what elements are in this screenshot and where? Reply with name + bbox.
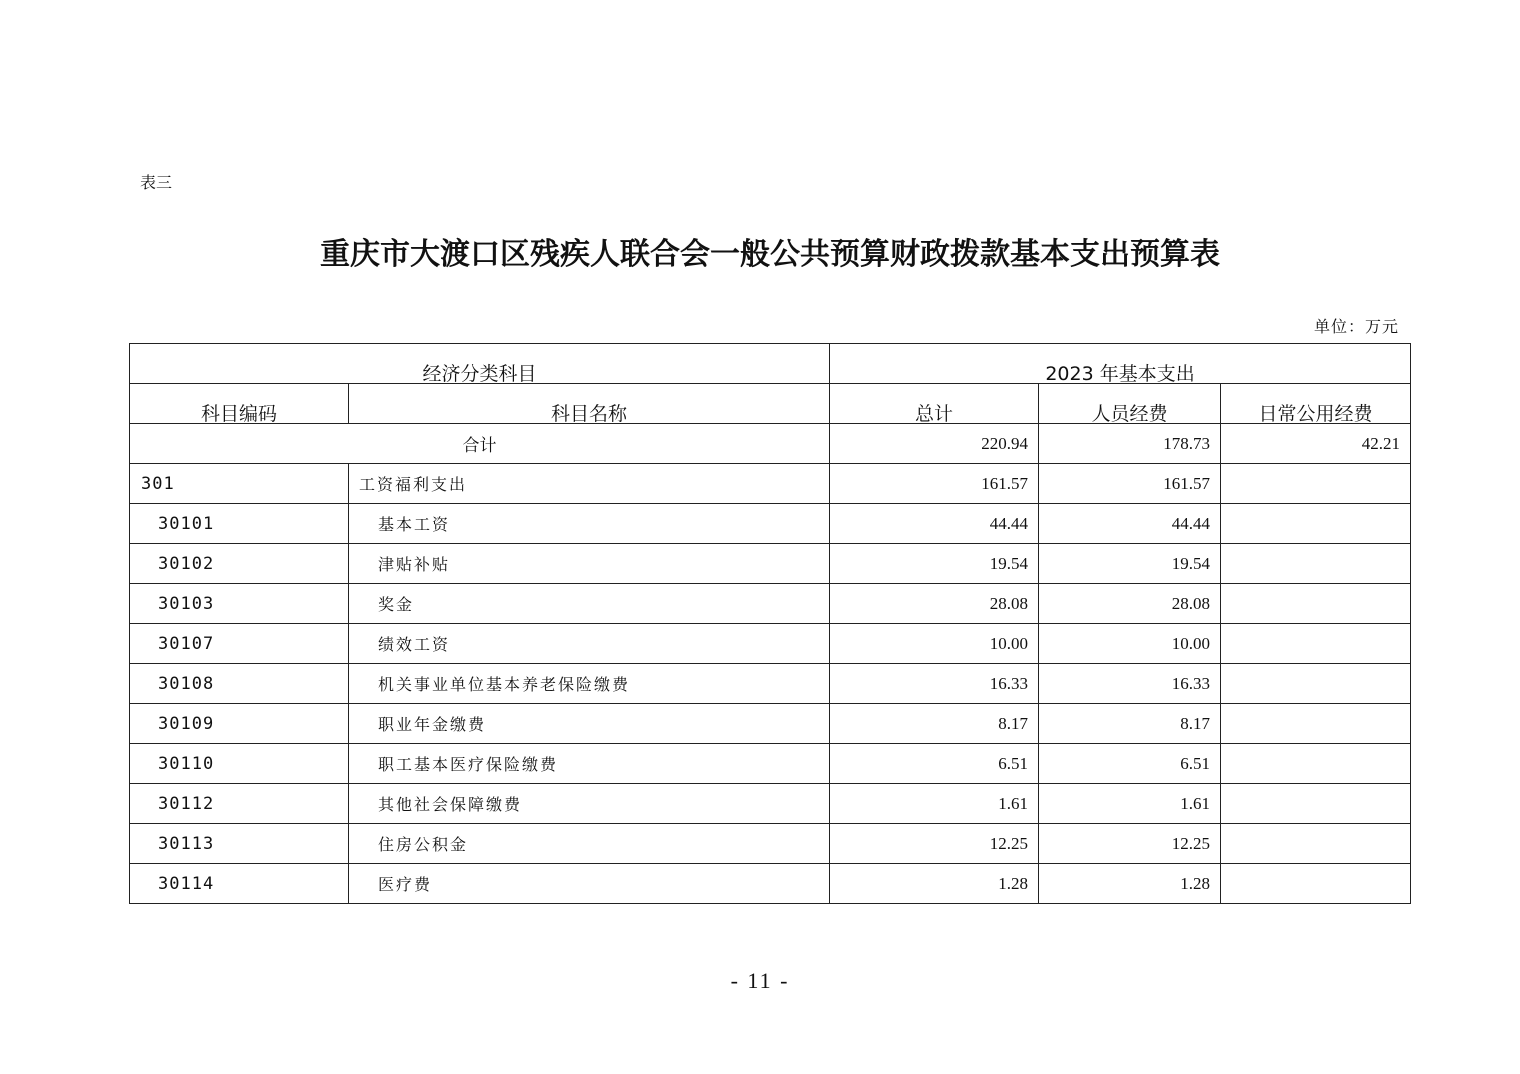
row-public — [1221, 784, 1411, 824]
group-header-row — [130, 344, 1411, 384]
row-name: 绩效工资 — [349, 624, 830, 664]
table-row — [130, 584, 1411, 624]
row-total: 16.33 — [830, 664, 1039, 704]
row-personnel: 1.28 — [1039, 864, 1221, 904]
row-code: 30112 — [130, 784, 349, 824]
total-label: 合计 — [130, 424, 830, 464]
header-public: 日常公用经费 — [1221, 384, 1411, 424]
row-code: 30114 — [130, 864, 349, 904]
table-row — [130, 664, 1411, 704]
row-public — [1221, 584, 1411, 624]
table-row — [130, 544, 1411, 584]
row-public — [1221, 704, 1411, 744]
row-name: 职业年金缴费 — [349, 704, 830, 744]
page-number: - 11 - — [730, 968, 790, 993]
row-name: 工资福利支出 — [349, 464, 830, 504]
total-row — [130, 424, 1411, 464]
row-personnel: 19.54 — [1039, 544, 1221, 584]
row-personnel: 6.51 — [1039, 744, 1221, 784]
row-total: 44.44 — [830, 504, 1039, 544]
header-code: 科目编码 — [130, 384, 349, 424]
row-code: 30107 — [130, 624, 349, 664]
row-personnel: 1.61 — [1039, 784, 1221, 824]
row-code: 30108 — [130, 664, 349, 704]
row-total: 161.57 — [830, 464, 1039, 504]
row-name: 其他社会保障缴费 — [349, 784, 830, 824]
budget-table — [129, 343, 1411, 904]
row-public — [1221, 744, 1411, 784]
row-total: 1.61 — [830, 784, 1039, 824]
header-personnel: 人员经费 — [1039, 384, 1221, 424]
row-code: 30113 — [130, 824, 349, 864]
row-total: 19.54 — [830, 544, 1039, 584]
row-name: 津贴补贴 — [349, 544, 830, 584]
row-code: 30101 — [130, 504, 349, 544]
row-name: 职工基本医疗保险缴费 — [349, 744, 830, 784]
header-total: 总计 — [830, 384, 1039, 424]
total-personnel: 178.73 — [1039, 424, 1221, 464]
row-personnel: 16.33 — [1039, 664, 1221, 704]
table-row — [130, 704, 1411, 744]
table-row — [130, 824, 1411, 864]
row-personnel: 12.25 — [1039, 824, 1221, 864]
total-total: 220.94 — [830, 424, 1039, 464]
total-public: 42.21 — [1221, 424, 1411, 464]
table-row — [130, 864, 1411, 904]
table-row — [130, 784, 1411, 824]
row-code: 30109 — [130, 704, 349, 744]
row-public — [1221, 464, 1411, 504]
row-public — [1221, 824, 1411, 864]
row-code: 30110 — [130, 744, 349, 784]
row-name: 机关事业单位基本养老保险缴费 — [349, 664, 830, 704]
row-public — [1221, 864, 1411, 904]
row-total: 6.51 — [830, 744, 1039, 784]
row-total: 10.00 — [830, 624, 1039, 664]
row-name: 基本工资 — [349, 504, 830, 544]
row-code: 301 — [130, 464, 349, 504]
header-basic-expense: 2023 年基本支出 — [830, 344, 1411, 384]
row-total: 28.08 — [830, 584, 1039, 624]
row-total: 8.17 — [830, 704, 1039, 744]
page-title: 重庆市大渡口区残疾人联合会一般公共预算财政拨款基本支出预算表 — [320, 237, 1220, 272]
row-public — [1221, 664, 1411, 704]
row-personnel: 8.17 — [1039, 704, 1221, 744]
row-public — [1221, 544, 1411, 584]
header-name: 科目名称 — [349, 384, 830, 424]
table-row — [130, 464, 1411, 504]
row-public — [1221, 624, 1411, 664]
row-name: 奖金 — [349, 584, 830, 624]
table-row — [130, 624, 1411, 664]
table-row — [130, 504, 1411, 544]
row-public — [1221, 504, 1411, 544]
row-personnel: 28.08 — [1039, 584, 1221, 624]
header-economic-class: 经济分类科目 — [130, 344, 830, 384]
row-personnel: 161.57 — [1039, 464, 1221, 504]
row-name: 医疗费 — [349, 864, 830, 904]
row-personnel: 44.44 — [1039, 504, 1221, 544]
table-label: 表三 — [140, 173, 173, 192]
row-total: 1.28 — [830, 864, 1039, 904]
row-personnel: 10.00 — [1039, 624, 1221, 664]
row-code: 30103 — [130, 584, 349, 624]
row-code: 30102 — [130, 544, 349, 584]
unit-label: 单位：万元 — [1313, 317, 1399, 336]
table-row — [130, 744, 1411, 784]
row-name: 住房公积金 — [349, 824, 830, 864]
row-total: 12.25 — [830, 824, 1039, 864]
column-header-row — [130, 384, 1411, 424]
